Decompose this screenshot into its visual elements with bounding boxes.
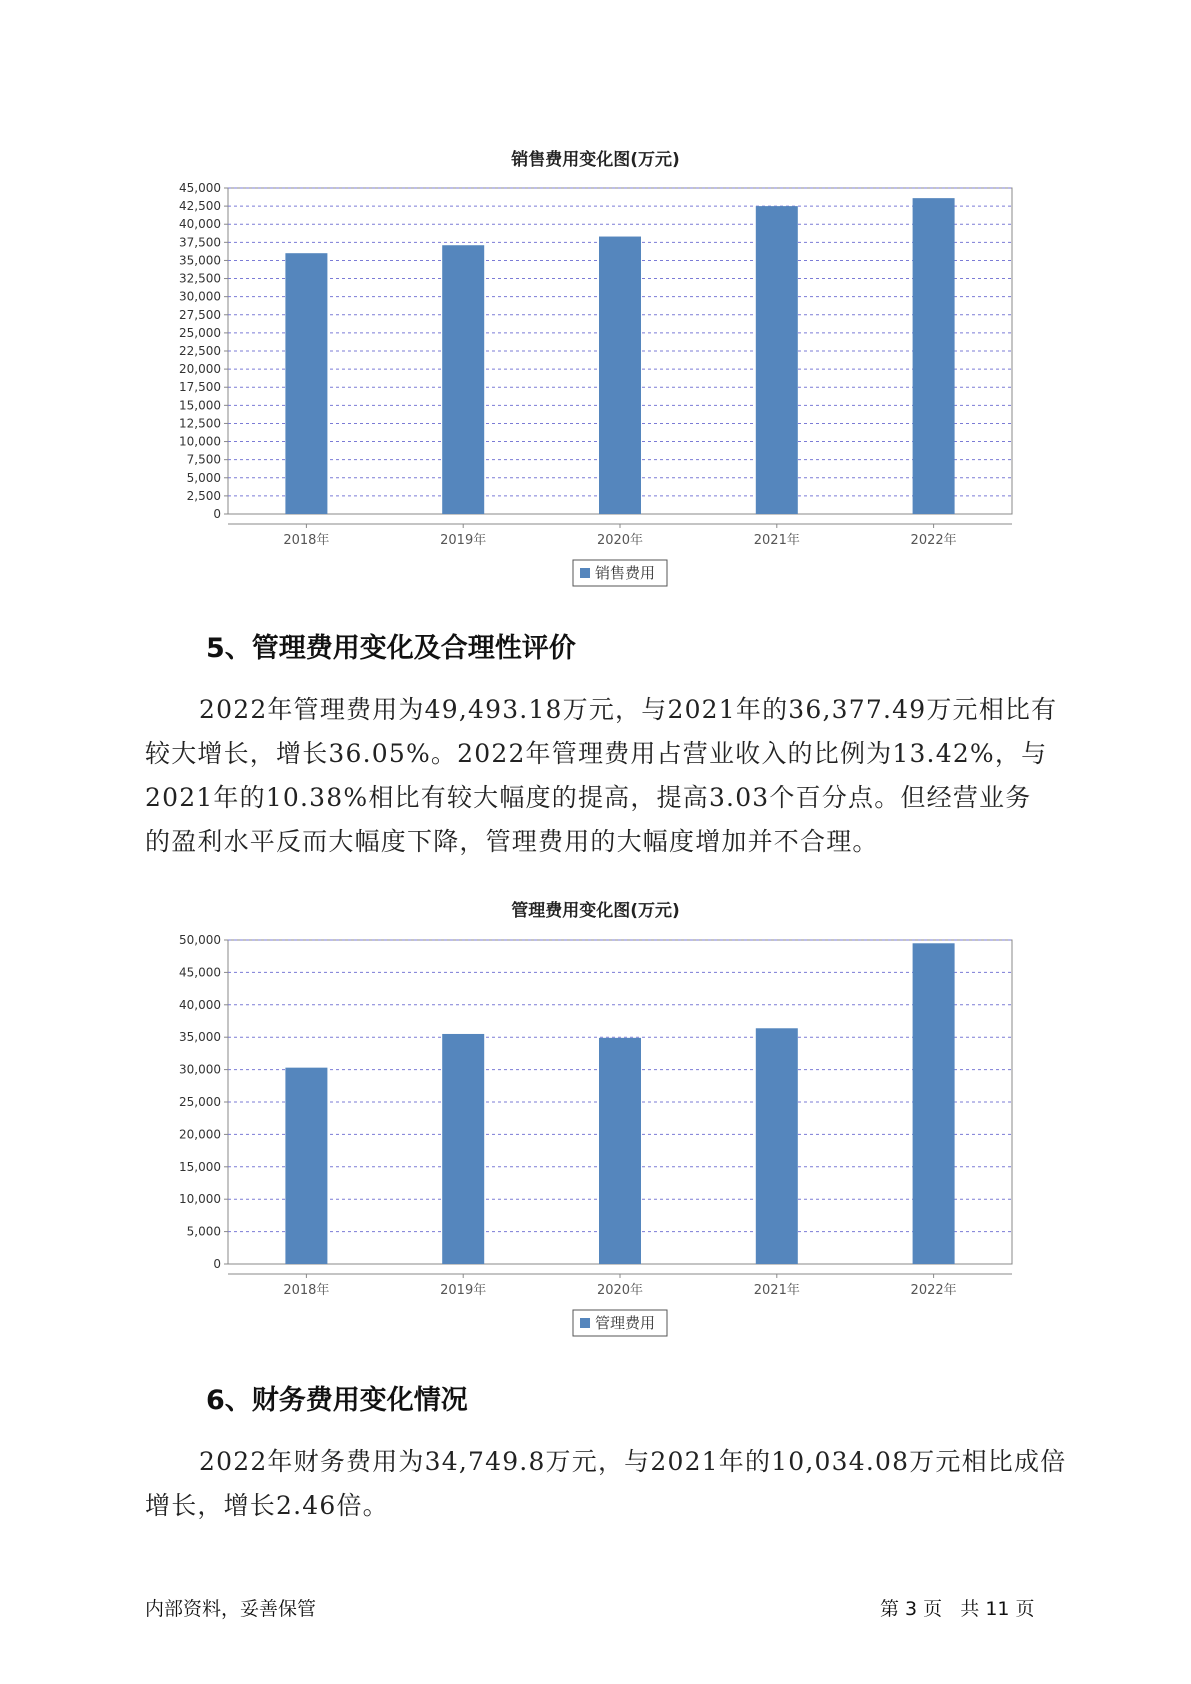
bar-2019年 [442,1034,484,1264]
legend-label: 销售费用 [595,564,656,582]
y-tick-label: 32,500 [179,271,221,286]
section5-line: 2022年管理费用为49,493.18万元，与2021年的36,377.49万元相比有 [199,695,1058,724]
legend-swatch [580,568,590,578]
x-tick-label: 2018年 [283,1283,330,1298]
y-tick-label: 10,000 [179,434,221,449]
x-tick-label: 2020年 [596,533,644,548]
x-tick-label: 2019年 [440,533,487,548]
bar-2019年 [442,245,484,514]
y-tick-label: 40,000 [179,217,221,232]
y-tick-label: 30,000 [179,289,221,304]
x-tick-label: 2021年 [753,1283,800,1298]
sales-expense-chart-title: 销售费用变化图(万元) [511,150,680,170]
x-tick-label: 2021年 [753,533,800,548]
y-tick-label: 25,000 [179,325,221,340]
bar-2022年 [913,198,955,514]
bar-2021年 [756,206,798,514]
x-tick-label: 2022年 [910,533,957,548]
y-tick-label: 15,000 [179,398,221,413]
x-tick-label: 2018年 [283,533,330,548]
y-tick-label: 35,000 [179,253,221,268]
footer-confidential-note: 内部资料，妥善保管 [145,1598,317,1620]
y-tick-label: 30,000 [179,1062,221,1077]
section6-paragraph [145,1440,1067,1528]
y-tick-label: 45,000 [179,181,221,195]
y-tick-label: 42,500 [179,199,221,214]
section6-heading: 6、财务费用变化情况 [206,1385,468,1416]
y-tick-label: 12,500 [179,416,221,431]
legend-label: 管理费用 [595,1314,656,1332]
y-tick-label: 0 [213,1257,221,1271]
bar-2018年 [285,1068,327,1264]
y-tick-label: 2,500 [186,488,221,503]
y-tick-label: 37,500 [179,235,221,250]
y-tick-label: 50,000 [179,933,221,947]
x-tick-label: 2022年 [910,1283,957,1298]
section5-line: 2021年的10.38%相比有较大幅度的提高，提高3.03个百分点。但经营业务 [145,783,1032,812]
y-tick-label: 27,500 [179,307,221,322]
footer-page-number: 第 3 页 共 11 页 [880,1598,1035,1620]
y-tick-label: 15,000 [179,1159,221,1174]
bar-2020年 [599,237,641,514]
admin-expense-chart-title: 管理费用变化图(万元) [511,901,680,921]
x-tick-label: 2019年 [440,1283,487,1298]
legend-swatch [580,1318,590,1328]
section5-line: 较大增长，增长36.05%。2022年管理费用占营业收入的比例为13.42%，与 [145,739,1048,768]
y-tick-label: 0 [213,507,221,521]
y-tick-label: 22,500 [179,344,221,358]
section5-line: 的盈利水平反而大幅度下降，管理费用的大幅度增加并不合理。 [145,827,879,856]
y-tick-label: 20,000 [179,362,221,377]
bar-2021年 [756,1028,798,1264]
bar-2020年 [599,1038,641,1264]
y-tick-label: 5,000 [186,1224,221,1239]
bar-2022年 [913,943,955,1264]
y-tick-label: 7,500 [186,452,221,467]
y-tick-label: 5,000 [186,470,221,485]
section5-paragraph [145,688,1058,864]
sales-expense-chart [0,180,1191,600]
y-tick-label: 25,000 [179,1095,221,1109]
section5-heading: 5、管理费用变化及合理性评价 [206,633,576,664]
x-tick-label: 2020年 [596,1283,644,1298]
y-tick-label: 17,500 [179,380,221,395]
section6-line: 2022年财务费用为34,749.8万元，与2021年的10,034.08万元相比成倍 [199,1447,1067,1476]
y-tick-label: 45,000 [179,965,221,980]
y-tick-label: 40,000 [179,997,221,1012]
bar-2018年 [285,253,327,514]
y-tick-label: 10,000 [179,1192,221,1207]
admin-expense-chart [0,930,1191,1350]
section6-line: 增长，增长2.46倍。 [145,1491,389,1520]
y-tick-label: 20,000 [179,1127,221,1142]
y-tick-label: 35,000 [179,1030,221,1045]
